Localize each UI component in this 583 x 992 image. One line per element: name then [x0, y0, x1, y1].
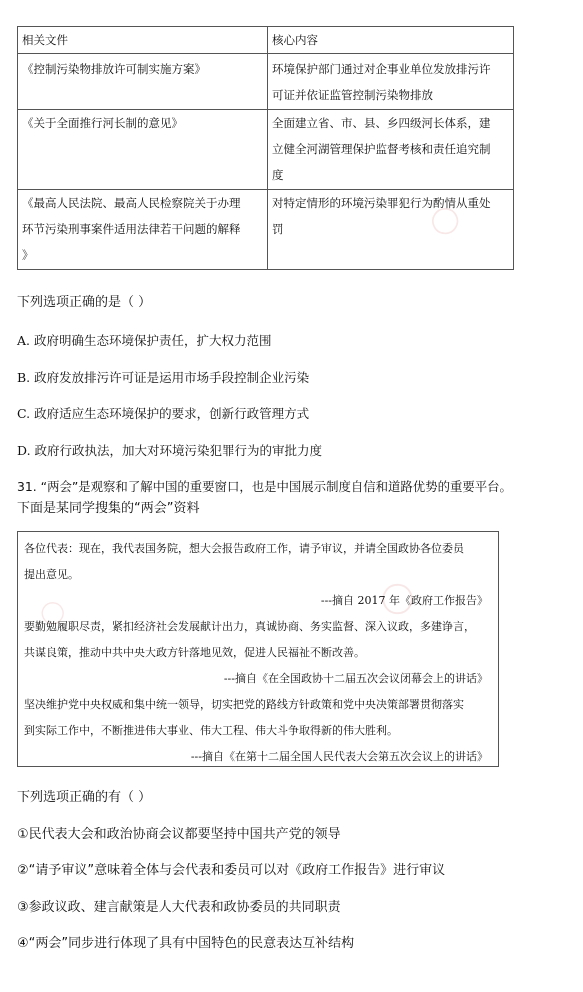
q30-prompt: 下列选项正确的是（ ）: [17, 295, 152, 310]
q30-option-b[interactable]: B. 政府发放排污许可证是运用市场手段控制企业污染: [17, 370, 310, 385]
material-text: 共谋良策，推动中共中央大政方针落地见效，促进人民福祉不断改善。: [24, 646, 365, 659]
material-source: ---摘自《在第十二届全国人民代表大会第五次会议上的讲话》: [190, 750, 488, 763]
cell-line: 罚: [272, 222, 284, 236]
table-cell-content: [268, 54, 514, 110]
cell-line: 度: [272, 168, 284, 182]
q31-statement-2[interactable]: ②“请予审议”意味着全体与会代表和委员可以对《政府工作报告》进行审议: [17, 863, 446, 878]
table-cell-document: [18, 110, 268, 190]
q30-option-c[interactable]: C. 政府适应生态环境保护的要求，创新行政管理方式: [17, 406, 310, 421]
material-text: 提出意见。: [24, 568, 79, 581]
table-cell-document: [18, 54, 268, 110]
table-row: [18, 110, 514, 190]
cell-line: 环节污染刑事案件适用法律若干问题的解释: [22, 222, 241, 236]
material-text: 各位代表：现在，我代表国务院，想大会报告政府工作，请予审议，并请全国政协各位委员: [24, 542, 464, 555]
table-header-cell: 相关文件: [18, 27, 268, 54]
q31-prompt: 下列选项正确的有（ ）: [17, 790, 152, 805]
material-text: 坚决维护党中央权威和集中统一领导，切实把党的路线方针政策和党中央决策部署贯彻落实: [24, 698, 464, 711]
material-text: 到实际工作中，不断推进伟大事业、伟大工程、伟大斗争取得新的伟大胜利。: [24, 724, 398, 737]
watermark-logo: ◯: [373, 574, 420, 621]
material-text: 要勤勉履职尽责，紧扣经济社会发展献计出力，真诚协商、务实监督、深入议政，多建诤言，: [24, 620, 475, 633]
cell-line: 可证并依证监管控制污染物排放: [272, 88, 433, 102]
cell-line: 立健全河湖管理保护监督考核和责任追究制: [272, 142, 491, 156]
material-box: [17, 531, 499, 767]
table-row: [18, 54, 514, 110]
cell-line: 》: [22, 248, 34, 262]
table-row: [18, 190, 514, 270]
table-cell-content: [268, 110, 514, 190]
cell-line: 《最高人民法院、最高人民检察院关于办理: [22, 196, 241, 210]
table-header-cell: 核心内容: [268, 27, 514, 54]
q31-stem: [17, 476, 577, 520]
cell-line: 全面建立省、市、县、乡四级河长体系，建: [272, 116, 491, 130]
table-cell-document: [18, 190, 268, 270]
table-header-row: [18, 27, 514, 54]
material-source: ---摘自《在全国政协十二届五次会议闭幕会上的讲话》: [223, 672, 488, 685]
watermark-logo: ◯: [35, 595, 70, 630]
q31-stem-line: 下面是某同学搜集的“两会”资料: [17, 501, 200, 516]
q31-statement-1[interactable]: ①民代表大会和政治协商会议都要坚持中国共产党的领导: [17, 827, 341, 842]
watermark-logo: ◯: [424, 199, 465, 241]
q31-stem-line: 31. “两会”是观察和了解中国的重要窗口，也是中国展示制度自信和道路优势的重要平台。: [17, 479, 512, 494]
q31-statement-4[interactable]: ④“两会”同步进行体现了具有中国特色的民意表达互补结构: [17, 936, 355, 951]
q31-statement-3[interactable]: ③参政议政、建言献策是人大代表和政协委员的共同职责: [17, 900, 341, 915]
cell-line: 《关于全面推行河长制的意见》: [22, 116, 183, 130]
table-cell-content: [268, 190, 514, 270]
material-source: ---摘自 2017 年《政府工作报告》: [320, 594, 488, 607]
cell-line: 对特定情形的环境污染罪犯行为酌情从重处: [272, 196, 491, 210]
policy-table: [17, 26, 514, 270]
cell-line: 环境保护部门通过对企事业单位发放排污许: [272, 62, 491, 76]
q30-option-a[interactable]: A. 政府明确生态环境保护责任，扩大权力范围: [17, 333, 272, 348]
cell-line: 《控制污染物排放许可制实施方案》: [22, 62, 206, 76]
q30-option-d[interactable]: D. 政府行政执法，加大对环境污染犯罪行为的审批力度: [17, 443, 323, 458]
